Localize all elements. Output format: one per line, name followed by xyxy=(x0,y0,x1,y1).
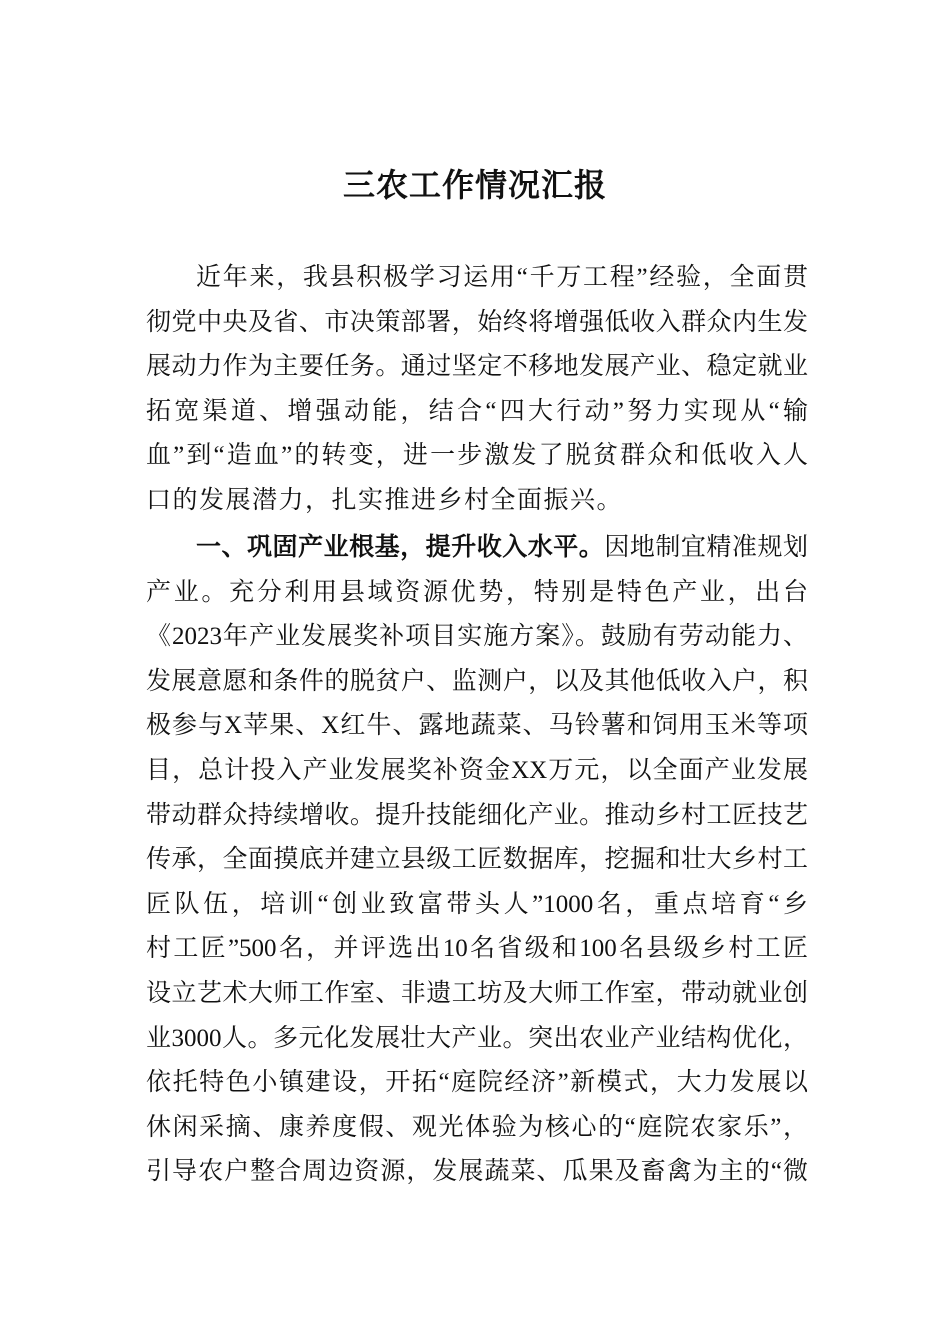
text-line xyxy=(146,526,808,571)
text-line: 拓宽渠道、增强动能，结合“四大行动”努力实现从“输 xyxy=(146,397,808,425)
text-line: 口的发展潜力，扎实推进乡村全面振兴。 xyxy=(146,486,624,514)
document-title: 三农工作情况汇报 xyxy=(342,167,607,203)
section-one-paragraph xyxy=(146,526,808,1195)
text-line: 产业。充分利用县域资源优势，特别是特色产业，出台 xyxy=(146,578,808,606)
text-line: 展动力作为主要任务。通过坚定不移地发展产业、稳定就业 xyxy=(146,353,808,381)
text-line: 设立艺术大师工作室、非遗工坊及大师工作室，带动就业创 xyxy=(146,979,808,1007)
intro-paragraph xyxy=(146,256,808,524)
text-line: 目，总计投入产业发展奖补资金XX万元，以全面产业发展 xyxy=(146,756,808,784)
section-heading: 一、巩固产业根基，提升收入水平。 xyxy=(196,534,605,561)
text-line: 村工匠”500名，并评选出10名省级和100名县级乡村工匠 xyxy=(146,935,808,963)
text-line: 血”到“造血”的转变，进一步激发了脱贫群众和低收入人 xyxy=(146,442,808,470)
text-line: 《2023年产业发展奖补项目实施方案》。鼓励有劳动能力、 xyxy=(146,623,808,651)
text-line: 极参与X苹果、X红牛、露地蔬菜、马铃薯和饲用玉米等项 xyxy=(146,712,808,740)
text-line: 引导农户整合周边资源，发展蔬菜、瓜果及畜禽为主的“微 xyxy=(146,1158,808,1186)
text-segment: 因地制宜精准规划 xyxy=(604,534,808,561)
text-line: 依托特色小镇建设，开拓“庭院经济”新模式，大力发展以 xyxy=(146,1069,808,1097)
text-line: 传承，全面摸底并建立县级工匠数据库，挖掘和壮大乡村工 xyxy=(146,846,808,874)
text-line: 业3000人。多元化发展壮大产业。突出农业产业结构优化， xyxy=(146,1024,808,1052)
text-line: 发展意愿和条件的脱贫户、监测户，以及其他低收入户，积 xyxy=(146,667,808,695)
text-line: 休闲采摘、康养度假、观光体验为核心的“庭院农家乐”， xyxy=(146,1113,808,1141)
text-line: 匠队伍，培训“创业致富带头人”1000名，重点培育“乡 xyxy=(146,890,808,918)
text-line: 带动群众持续增收。提升技能细化产业。推动乡村工匠技艺 xyxy=(146,801,808,829)
text-line: 彻党中央及省、市决策部署，始终将增强低收入群众内生发 xyxy=(146,308,808,336)
text-line: 近年来，我县积极学习运用“千万工程”经验，全面贯 xyxy=(196,264,808,291)
